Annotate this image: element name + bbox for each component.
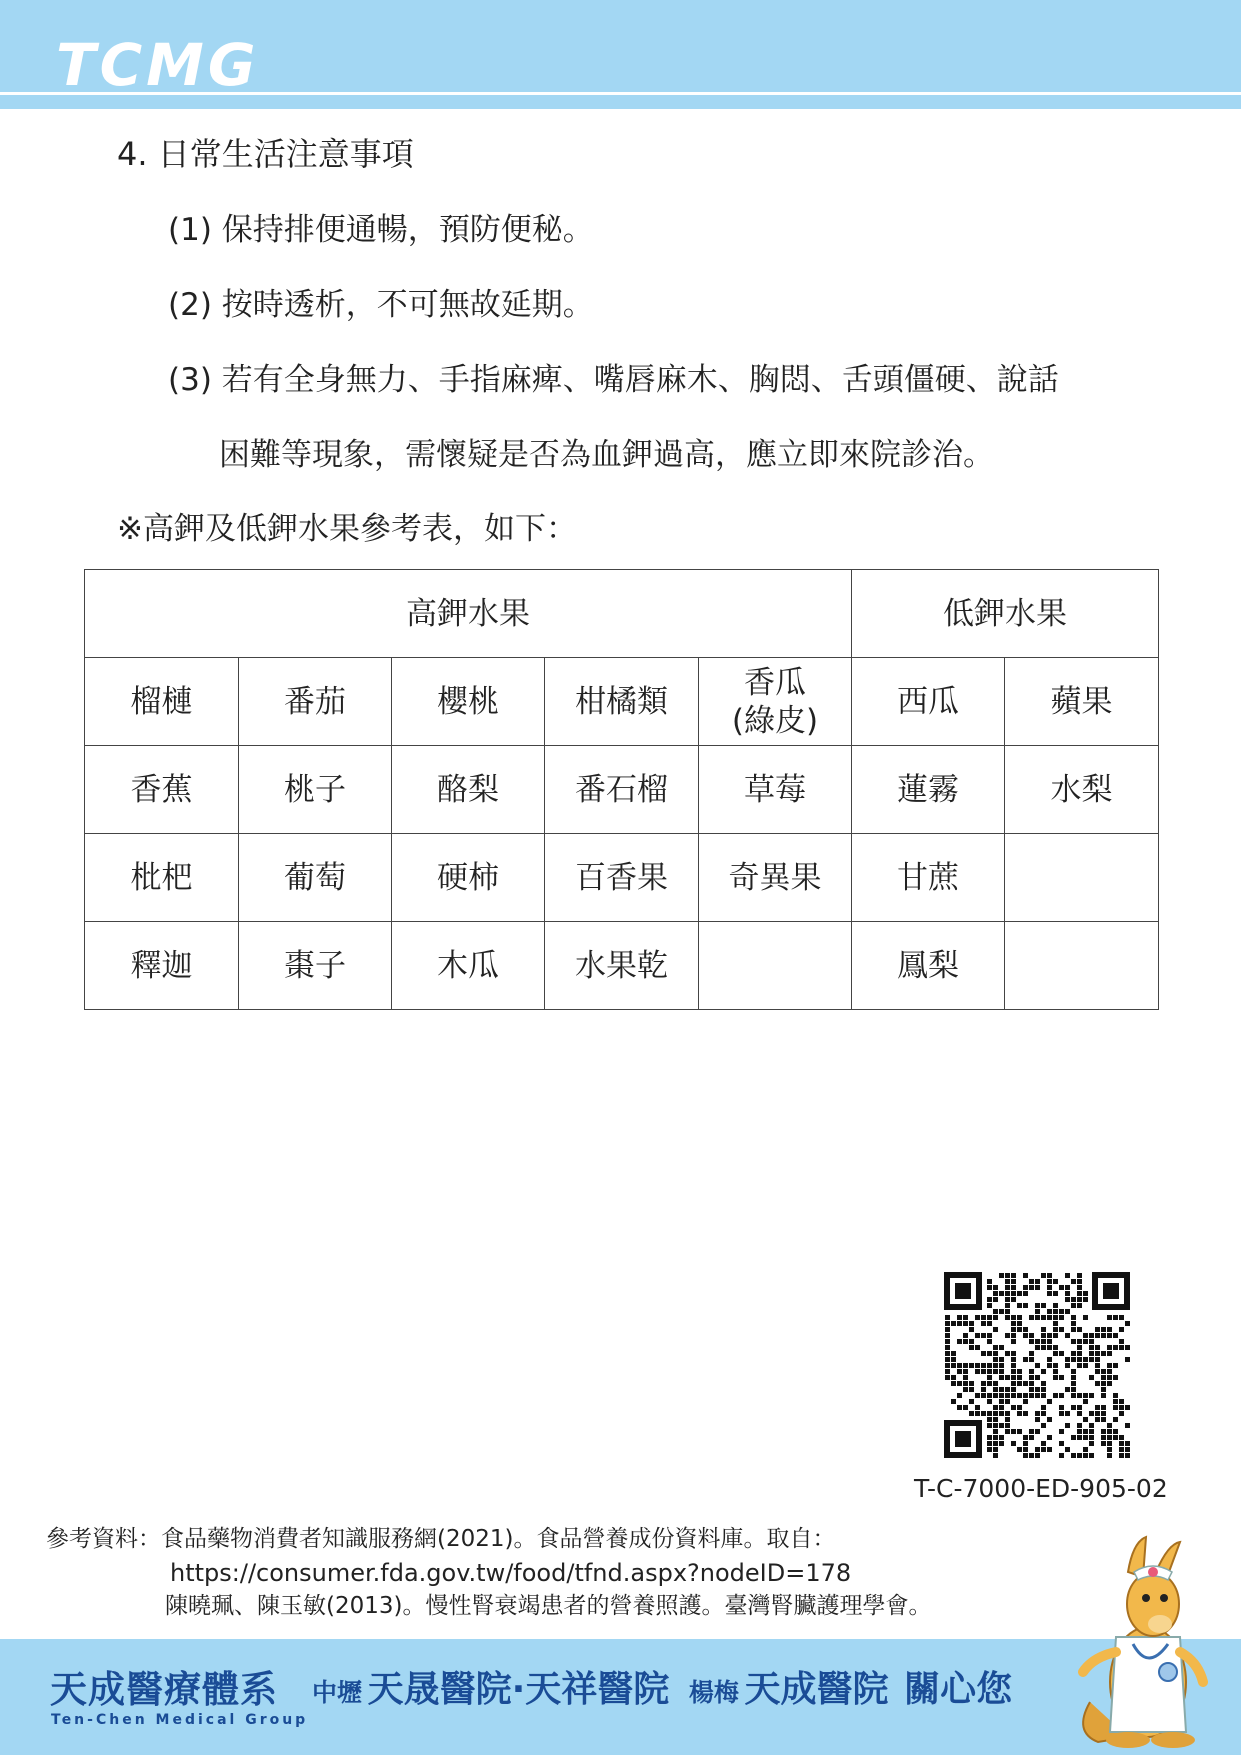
qr-finder-top-right [1092, 1272, 1130, 1310]
kangaroo-doctor-mascot [1068, 1532, 1218, 1752]
high-fruit-cell: 釋迦 [85, 922, 239, 1010]
care-item-3-continued: 困難等現象，需懷疑是否為血鉀過高，應立即來院診治。 [219, 437, 994, 473]
high-fruit-cell: 木瓜 [392, 922, 545, 1010]
group-english-name: Ten-Chen Medical Group [51, 1712, 309, 1728]
high-fruit-cell: 番石榴 [545, 746, 699, 834]
low-fruit-cell: 水梨 [1005, 746, 1159, 834]
care-item-1: (1) 保持排便通暢，預防便秘。 [168, 212, 594, 248]
high-fruit-cell: 水果乾 [545, 922, 699, 1010]
high-fruit-cell: 榴槤 [85, 658, 239, 746]
table-intro-note: ※高鉀及低鉀水果參考表，如下： [117, 511, 577, 547]
high-fruit-cell: 硬柿 [392, 834, 545, 922]
care-item-3: (3) 若有全身無力、手指麻痺、嘴唇麻木、胸悶、舌頭僵硬、說話 [168, 362, 1059, 398]
reference-line-2: 陳曉珮、陳玉敏(2013)。慢性腎衰竭患者的營養照護。臺灣腎臟護理學會。 [165, 1593, 932, 1619]
table-header-row [85, 570, 1159, 658]
location-zhongli: 中壢 [312, 1678, 363, 1707]
reference-line-1: 參考資料：食品藥物消費者知識服務網(2021)。食品營養成份資料庫。取自： [46, 1526, 836, 1552]
section-heading: 4. 日常生活注意事項 [117, 135, 414, 173]
high-fruit-cell: 棗子 [239, 922, 392, 1010]
high-potassium-header: 高鉀水果 [85, 570, 852, 658]
high-fruit-cell: 草莓 [699, 746, 852, 834]
low-potassium-header: 低鉀水果 [852, 570, 1159, 658]
high-fruit-cell: 奇異果 [699, 834, 852, 922]
high-fruit-cell: 桃子 [239, 746, 392, 834]
high-fruit-cell: 柑橘類 [545, 658, 699, 746]
table-row [85, 922, 1159, 1010]
hospital-tiancheng: 天成醫院 [744, 1669, 889, 1710]
location-yangmei: 楊梅 [688, 1678, 739, 1707]
high-fruit-cell: 葡萄 [239, 834, 392, 922]
high-fruit-cell: 香蕉 [85, 746, 239, 834]
hospital-tianxiang: 天祥醫院 [525, 1669, 670, 1710]
high-fruit-cell: 香瓜 (綠皮) [699, 658, 852, 746]
high-fruit-cell: 百香果 [545, 834, 699, 922]
care-item-2: (2) 按時透析，不可無故延期。 [168, 287, 594, 323]
qr-code[interactable] [942, 1270, 1132, 1460]
low-fruit-cell: 西瓜 [852, 658, 1005, 746]
empty-cell [1005, 834, 1159, 922]
qr-finder-bottom-left [944, 1420, 982, 1458]
hospital-list [312, 1668, 1012, 1718]
low-fruit-cell: 蓮霧 [852, 746, 1005, 834]
footer-tagline: 關心您 [904, 1669, 1013, 1710]
separator-dot: · [511, 1669, 526, 1710]
high-fruit-cell: 酪梨 [392, 746, 545, 834]
high-fruit-cell: 櫻桃 [392, 658, 545, 746]
potassium-fruit-table [84, 569, 1159, 1010]
high-fruit-cell: 枇杷 [85, 834, 239, 922]
table-row [85, 834, 1159, 922]
empty-cell [699, 922, 852, 1010]
low-fruit-cell: 甘蔗 [852, 834, 1005, 922]
group-name: 天成醫療體系 [50, 1668, 278, 1711]
hospital-tiansheng: 天晟醫院 [367, 1669, 512, 1710]
tcmg-logo: TCMG [56, 31, 260, 99]
qr-finder-top-left [944, 1272, 982, 1310]
reference-url[interactable]: https://consumer.fda.gov.tw/food/tfnd.aspx?nodeID=178 [170, 1559, 852, 1587]
document-code: T-C-7000-ED-905-02 [914, 1474, 1168, 1503]
empty-cell [1005, 922, 1159, 1010]
low-fruit-cell: 鳳梨 [852, 922, 1005, 1010]
table-row [85, 658, 1159, 746]
low-fruit-cell: 蘋果 [1005, 658, 1159, 746]
high-fruit-cell: 番茄 [239, 658, 392, 746]
table-row [85, 746, 1159, 834]
